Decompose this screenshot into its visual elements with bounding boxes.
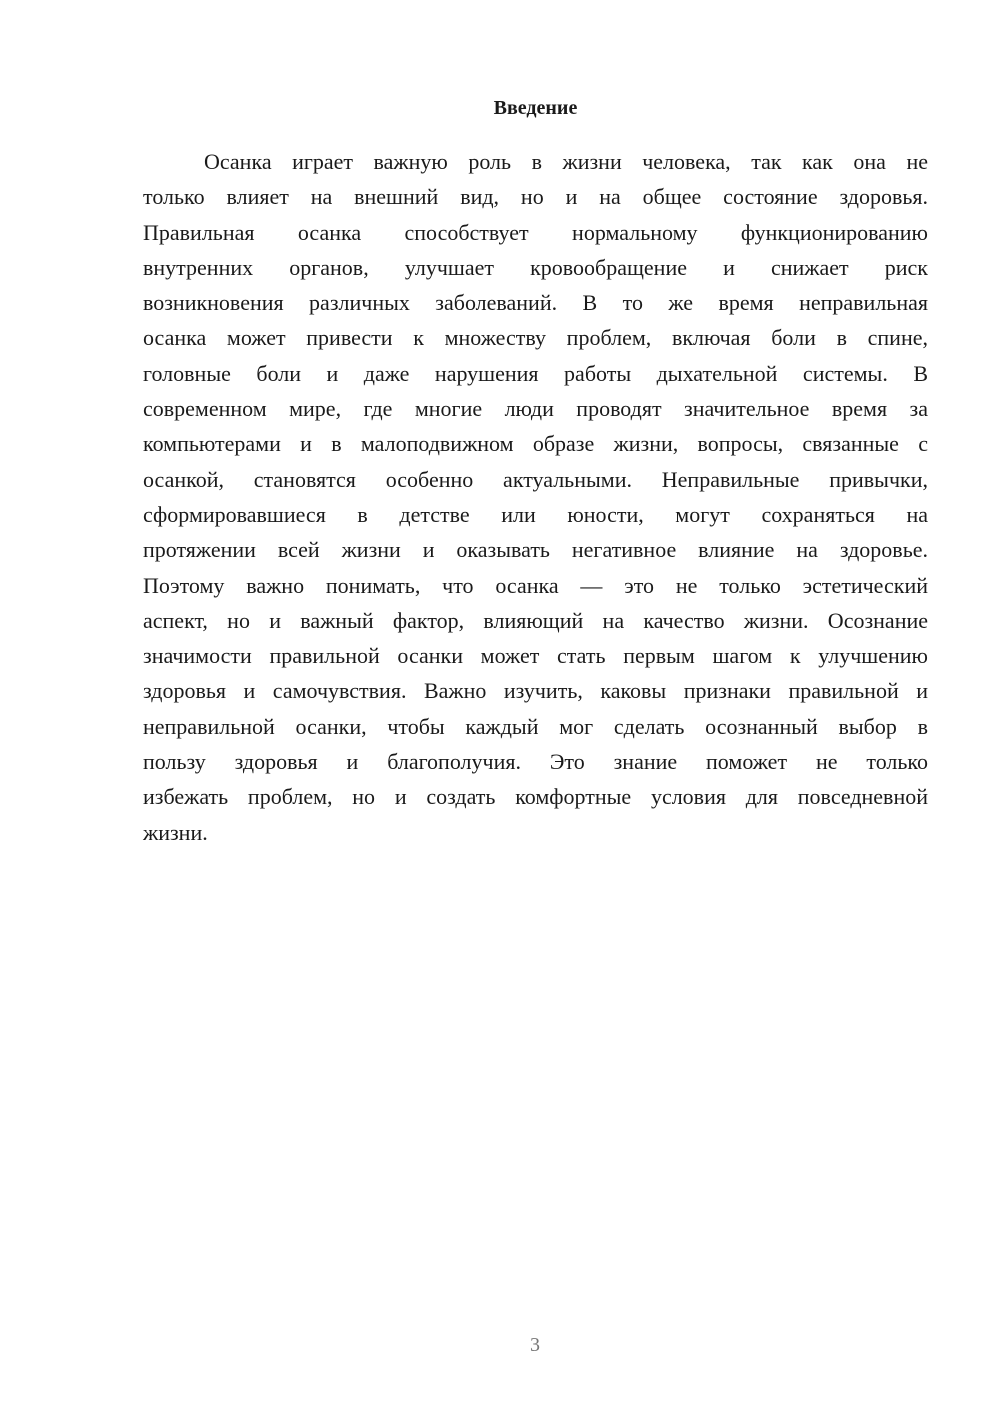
text-line: протяжении всей жизни и оказывать негативное влияние на здоровье. — [143, 537, 928, 563]
text-line: головные боли и даже нарушения работы дыхательной системы. В — [143, 360, 928, 386]
text-line: современном мире, где многие люди проводят значительное время за — [143, 396, 928, 422]
text-line: здоровья и самочувствия. Важно изучить, каковы признаки правильной и — [143, 678, 928, 704]
text-line: избежать проблем, но и создать комфортные условия для повседневной — [143, 784, 928, 810]
text-line: осанка может привести к множеству проблем, включая боли в спине, — [143, 325, 928, 351]
text-line: сформировавшиеся в детстве или юности, могут сохраняться на — [143, 501, 928, 527]
text-line: только влияет на внешний вид, но и на общее состояние здоровья. — [143, 184, 928, 210]
section-heading — [143, 97, 928, 120]
text-line: возникновения различных заболеваний. В то же время неправильная — [143, 290, 928, 316]
text-line: компьютерами и в малоподвижном образе жизни, вопросы, связанные с — [143, 431, 928, 457]
text-line: Осанка играет важную роль в жизни человека, так как она не — [204, 149, 928, 174]
text-line: Правильная осанка способствует нормальному функционированию — [143, 219, 928, 245]
page-number: 3 — [530, 1334, 540, 1356]
text-line: жизни. — [143, 819, 208, 845]
text-line: аспект, но и важный фактор, влияющий на качество жизни. Осознание — [143, 607, 928, 633]
text-line: неправильной осанки, чтобы каждый мог сделать осознанный выбор в — [143, 713, 928, 739]
text-line: значимости правильной осанки может стать первым шагом к улучшению — [143, 643, 928, 669]
paragraph — [143, 144, 928, 850]
heading-text: Введение — [493, 97, 578, 119]
text-line: пользу здоровья и благополучия. Это знание поможет не только — [143, 749, 928, 775]
text-line: Поэтому важно понимать, что осанка — это не только эстетический — [143, 572, 928, 598]
text-line: внутренних органов, улучшает кровообращение и снижает риск — [143, 254, 928, 280]
text-line: осанкой, становятся особенно актуальными. Неправильные привычки, — [143, 466, 928, 492]
